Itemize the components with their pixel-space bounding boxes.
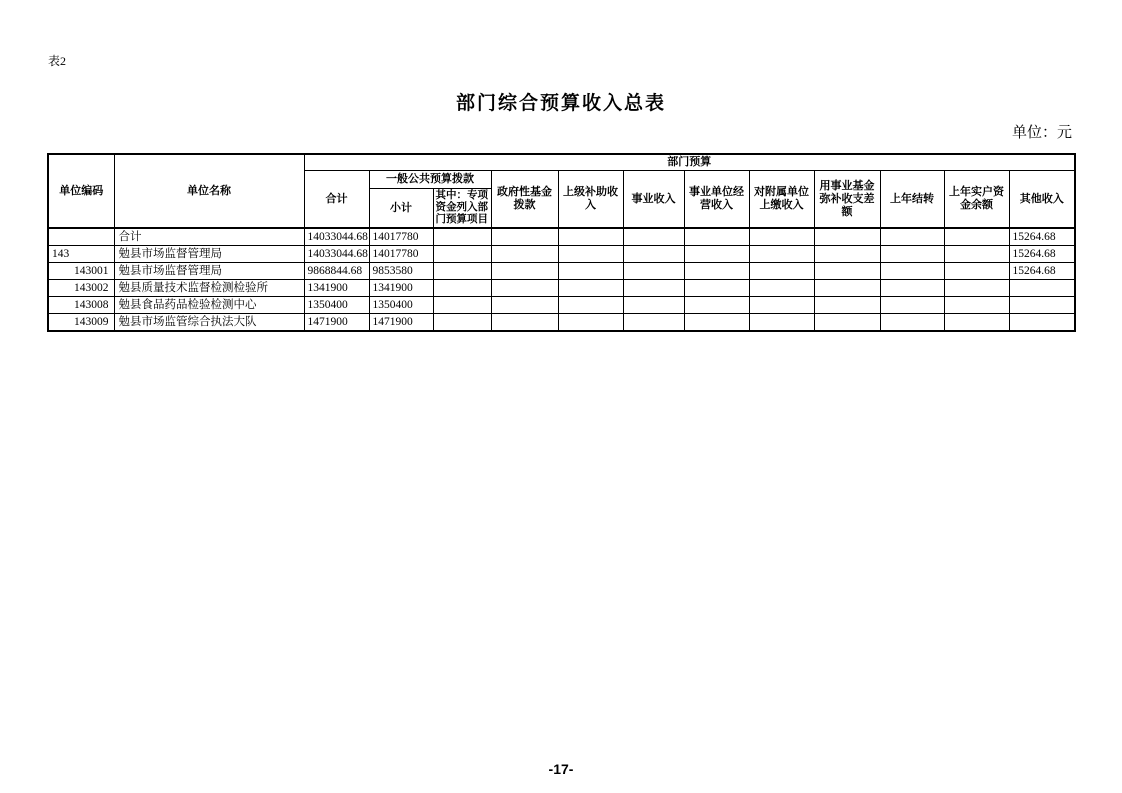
carryover-cell xyxy=(880,246,944,263)
table-row xyxy=(48,297,1075,314)
affiliated-units-income-cell xyxy=(749,297,814,314)
page-title: 部门综合预算收入总表 xyxy=(455,93,666,114)
gov-funds-cell xyxy=(491,246,558,263)
col-header-operating-income: 事业收入 xyxy=(623,171,684,229)
col-header-special-funds: 其中：专项资金列入部门预算项目 xyxy=(433,189,491,229)
other-income-cell: 15264.68 xyxy=(1009,246,1075,263)
actual-account-balance-cell xyxy=(944,280,1009,297)
superior-subsidy-cell xyxy=(558,280,623,297)
col-header-unit-name: 单位名称 xyxy=(114,154,304,228)
unit-name-cell: 勉县食品药品检验检测中心 xyxy=(114,297,304,314)
operating-income-cell xyxy=(623,297,684,314)
col-header-affiliated-units-income: 对附属单位上缴收入 xyxy=(749,171,814,229)
fund-balance-adjustment-cell xyxy=(814,280,880,297)
gov-funds-cell xyxy=(491,314,558,332)
business-operating-income-cell xyxy=(684,228,749,246)
unit-note: 单位：元 xyxy=(1011,125,1072,141)
subtotal-cell: 1350400 xyxy=(369,297,433,314)
carryover-cell xyxy=(880,263,944,280)
superior-subsidy-cell xyxy=(558,263,623,280)
other-income-cell xyxy=(1009,314,1075,332)
col-header-carryover: 上年结转 xyxy=(880,171,944,229)
col-header-superior-subsidy: 上级补助收入 xyxy=(558,171,623,229)
table-row xyxy=(48,280,1075,297)
total-cell: 1471900 xyxy=(304,314,369,332)
business-operating-income-cell xyxy=(684,263,749,280)
total-cell: 1350400 xyxy=(304,297,369,314)
gov-funds-cell xyxy=(491,297,558,314)
unit-name-cell: 勉县质量技术监督检测检验所 xyxy=(114,280,304,297)
unit-code-cell xyxy=(48,228,114,246)
budget-income-table xyxy=(47,153,1076,332)
col-header-business-operating-income: 事业单位经营收入 xyxy=(684,171,749,229)
col-header-unit-code: 单位编码 xyxy=(48,154,114,228)
gov-funds-cell xyxy=(491,228,558,246)
col-header-other-income: 其他收入 xyxy=(1009,171,1075,229)
total-cell: 1341900 xyxy=(304,280,369,297)
total-cell: 14033044.68 xyxy=(304,246,369,263)
col-header-actual-account-balance: 上年实户资金余额 xyxy=(944,171,1009,229)
actual-account-balance-cell xyxy=(944,263,1009,280)
col-header-fund-balance-adjustment: 用事业基金弥补收支差额 xyxy=(814,171,880,229)
page-number: -17- xyxy=(548,761,574,777)
superior-subsidy-cell xyxy=(558,246,623,263)
affiliated-units-income-cell xyxy=(749,246,814,263)
fund-balance-adjustment-cell xyxy=(814,263,880,280)
business-operating-income-cell xyxy=(684,314,749,332)
actual-account-balance-cell xyxy=(944,246,1009,263)
superior-subsidy-cell xyxy=(558,228,623,246)
col-header-subtotal: 小计 xyxy=(369,189,433,229)
business-operating-income-cell xyxy=(684,280,749,297)
header-row-group xyxy=(48,154,1075,171)
operating-income-cell xyxy=(623,228,684,246)
total-cell: 14033044.68 xyxy=(304,228,369,246)
subtotal-cell: 1471900 xyxy=(369,314,433,332)
carryover-cell xyxy=(880,314,944,332)
col-header-general-public-budget-group: 一般公共预算拨款 xyxy=(369,171,491,189)
col-header-gov-funds: 政府性基金拨款 xyxy=(491,171,558,229)
superior-subsidy-cell xyxy=(558,297,623,314)
col-header-dept-budget-group: 部门预算 xyxy=(304,154,1075,171)
affiliated-units-income-cell xyxy=(749,280,814,297)
table-label: 表2 xyxy=(48,54,67,68)
special-funds-cell xyxy=(433,228,491,246)
fund-balance-adjustment-cell xyxy=(814,314,880,332)
fund-balance-adjustment-cell xyxy=(814,228,880,246)
carryover-cell xyxy=(880,228,944,246)
fund-balance-adjustment-cell xyxy=(814,297,880,314)
other-income-cell: 15264.68 xyxy=(1009,263,1075,280)
special-funds-cell xyxy=(433,297,491,314)
operating-income-cell xyxy=(623,314,684,332)
unit-name-cell: 合计 xyxy=(114,228,304,246)
table-row xyxy=(48,246,1075,263)
special-funds-cell xyxy=(433,246,491,263)
unit-code-cell: 143002 xyxy=(48,280,114,297)
special-funds-cell xyxy=(433,314,491,332)
unit-name-cell: 勉县市场监管综合执法大队 xyxy=(114,314,304,332)
affiliated-units-income-cell xyxy=(749,314,814,332)
unit-name-cell: 勉县市场监督管理局 xyxy=(114,263,304,280)
unit-code-cell: 143008 xyxy=(48,297,114,314)
unit-code-cell: 143001 xyxy=(48,263,114,280)
carryover-cell xyxy=(880,280,944,297)
affiliated-units-income-cell xyxy=(749,263,814,280)
subtotal-cell: 14017780 xyxy=(369,228,433,246)
actual-account-balance-cell xyxy=(944,228,1009,246)
superior-subsidy-cell xyxy=(558,314,623,332)
operating-income-cell xyxy=(623,280,684,297)
table-row-total xyxy=(48,228,1075,246)
unit-code-cell: 143 xyxy=(48,246,114,263)
special-funds-cell xyxy=(433,263,491,280)
actual-account-balance-cell xyxy=(944,297,1009,314)
business-operating-income-cell xyxy=(684,297,749,314)
operating-income-cell xyxy=(623,246,684,263)
fund-balance-adjustment-cell xyxy=(814,246,880,263)
carryover-cell xyxy=(880,297,944,314)
table-row xyxy=(48,314,1075,332)
business-operating-income-cell xyxy=(684,246,749,263)
unit-code-cell: 143009 xyxy=(48,314,114,332)
gov-funds-cell xyxy=(491,280,558,297)
other-income-cell xyxy=(1009,297,1075,314)
special-funds-cell xyxy=(433,280,491,297)
total-cell: 9868844.68 xyxy=(304,263,369,280)
actual-account-balance-cell xyxy=(944,314,1009,332)
gov-funds-cell xyxy=(491,263,558,280)
subtotal-cell: 9853580 xyxy=(369,263,433,280)
subtotal-cell: 1341900 xyxy=(369,280,433,297)
operating-income-cell xyxy=(623,263,684,280)
other-income-cell: 15264.68 xyxy=(1009,228,1075,246)
unit-name-cell: 勉县市场监督管理局 xyxy=(114,246,304,263)
affiliated-units-income-cell xyxy=(749,228,814,246)
table-row xyxy=(48,263,1075,280)
other-income-cell xyxy=(1009,280,1075,297)
col-header-total: 合计 xyxy=(304,171,369,229)
subtotal-cell: 14017780 xyxy=(369,246,433,263)
